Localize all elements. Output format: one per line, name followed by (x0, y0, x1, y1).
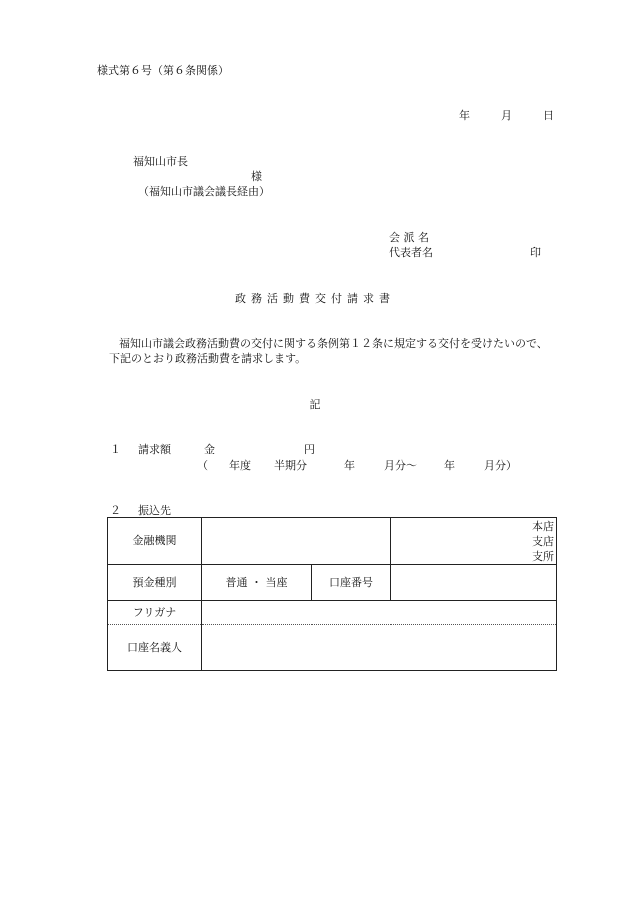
half-period-label: 半期分 (274, 459, 307, 472)
fiscal-year-label: 年度 (229, 459, 251, 472)
branch-option-branch: 支店 (532, 534, 554, 548)
branch-option-office: 支所 (532, 549, 554, 563)
institution-row (108, 518, 557, 565)
account-number-label: 口座番号 (312, 565, 391, 601)
transfer-destination-line (110, 504, 171, 518)
representative-label: 代表者名 (389, 246, 433, 259)
addressee-honorific: 様 (251, 170, 262, 183)
furigana-label: フリガナ (108, 601, 202, 625)
deposit-type-row (108, 565, 557, 601)
branch-option-main: 本店 (532, 519, 554, 533)
branch-field[interactable] (391, 518, 557, 565)
holder-row (108, 625, 557, 671)
date-month: 月 (501, 109, 512, 122)
claim-period-line (197, 459, 517, 473)
body-text-line-1: 福知山市議会政務活動費の交付に関する条例第１２条に規定する交付を受けたいので、 (119, 337, 548, 350)
furigana-row (108, 601, 557, 625)
seal-mark: 印 (530, 246, 541, 259)
period-open: （ (197, 459, 208, 472)
furigana-field[interactable] (202, 601, 557, 625)
institution-label: 金融機関 (108, 518, 202, 565)
item1-label: 請求額 (138, 443, 171, 456)
date-year: 年 (459, 109, 470, 122)
period-year-1: 年 (344, 459, 355, 472)
faction-name-label: 会 派 名 (389, 231, 429, 244)
deposit-type-options[interactable]: 普通 ・ 当座 (202, 565, 312, 601)
date-day: 日 (543, 109, 554, 122)
deposit-type-label: 預金種別 (108, 565, 202, 601)
item1-number: １ (110, 443, 121, 456)
bank-account-table (107, 517, 557, 671)
item1-yen: 円 (304, 443, 315, 456)
item1-currency-prefix: 金 (204, 443, 215, 456)
addressee-name: 福知山市長 (133, 155, 188, 168)
account-number-field[interactable] (391, 565, 557, 601)
body-text-line-2: 下記のとおり政務活動費を請求します。 (109, 352, 307, 365)
document-title: 政務活動費交付請求書 (235, 292, 395, 305)
holder-field[interactable] (202, 625, 557, 671)
ki-heading: 記 (309, 398, 321, 411)
date-line (459, 109, 554, 123)
item2-number: ２ (110, 504, 121, 517)
addressee-via: （福知山市議会議長経由） (138, 185, 270, 198)
period-month-1: 月分～ (384, 459, 417, 472)
period-month-2: 月分） (484, 459, 517, 472)
claim-amount-line (110, 443, 315, 457)
institution-field[interactable] (202, 518, 391, 565)
form-number: 様式第６号（第６条関係） (97, 64, 229, 77)
period-year-2: 年 (444, 459, 455, 472)
item2-label: 振込先 (138, 504, 171, 517)
holder-label: 口座名義人 (108, 625, 202, 671)
